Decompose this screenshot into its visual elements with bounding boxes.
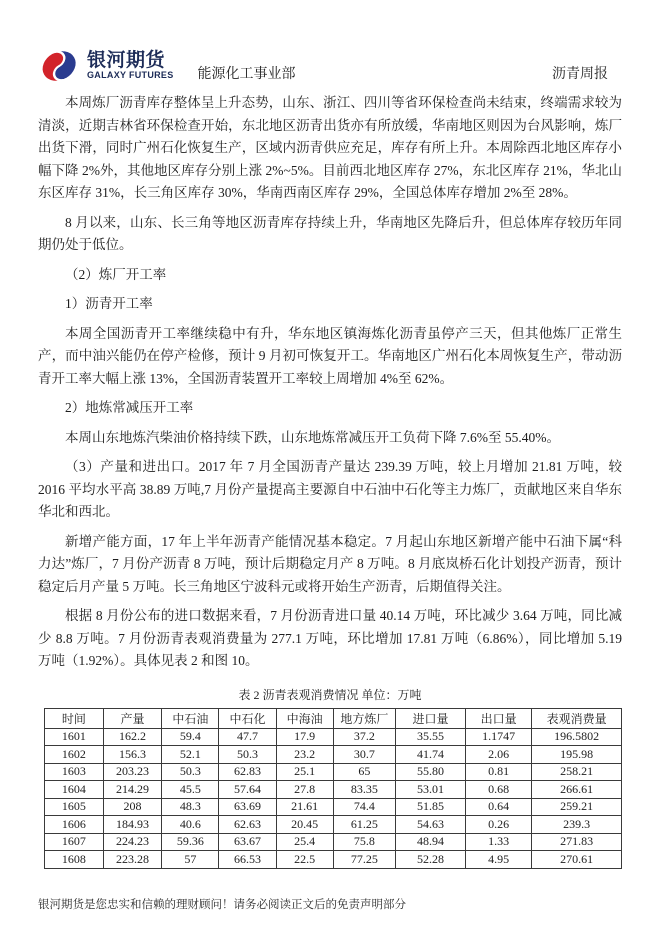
table-cell: 1605 <box>45 798 104 816</box>
table-cell: 35.55 <box>396 728 466 746</box>
table-cell: 1602 <box>45 746 104 764</box>
table-cell: 53.01 <box>396 781 466 799</box>
table-row <box>45 763 622 781</box>
table-cell: 21.61 <box>276 798 333 816</box>
table-cell: 203.23 <box>103 763 162 781</box>
table-cell: 23.2 <box>276 746 333 764</box>
table-cell: 195.98 <box>532 746 622 764</box>
table-cell: 54.63 <box>396 816 466 834</box>
table-cell: 22.5 <box>276 851 333 869</box>
column-header: 中石油 <box>162 708 219 728</box>
table-cell: 0.81 <box>465 763 531 781</box>
table-cell: 55.80 <box>396 763 466 781</box>
table-row <box>45 781 622 799</box>
table-cell: 1.1747 <box>465 728 531 746</box>
brand <box>38 46 174 86</box>
section-heading: 1）沥青开工率 <box>65 296 153 311</box>
page-header <box>38 34 622 86</box>
section-heading: 2）地炼常减压开工率 <box>65 400 194 415</box>
table-cell: 65 <box>333 763 395 781</box>
table-cell: 61.25 <box>333 816 395 834</box>
table-row <box>45 798 622 816</box>
table-cell: 266.61 <box>532 781 622 799</box>
table-cell: 27.8 <box>276 781 333 799</box>
consumption-table <box>44 708 622 869</box>
galaxy-futures-logo-icon <box>38 46 82 86</box>
table-cell: 52.1 <box>162 746 219 764</box>
table-cell: 239.3 <box>532 816 622 834</box>
table-cell: 270.61 <box>532 851 622 869</box>
division-label: 能源化工事业部 <box>197 65 296 81</box>
table-cell: 50.3 <box>162 763 219 781</box>
table-cell: 258.21 <box>532 763 622 781</box>
column-header: 出口量 <box>465 708 531 728</box>
table-cell: 48.94 <box>396 833 466 851</box>
table-cell: 0.26 <box>465 816 531 834</box>
body-paragraph: 8 月以来，山东、长三角等地区沥青库存持续上升，华南地区先降后升，但总体库存较历年同期仍处于低位。 <box>38 214 622 252</box>
consumption-table-body <box>45 728 622 868</box>
report-body <box>38 92 622 869</box>
column-header: 产量 <box>103 708 162 728</box>
table-cell: 45.5 <box>162 781 219 799</box>
table-row <box>45 728 622 746</box>
table-cell: 1.33 <box>465 833 531 851</box>
page-footer <box>38 896 622 912</box>
report-title: 沥青周报 <box>552 65 608 81</box>
table-cell: 40.6 <box>162 816 219 834</box>
table-cell: 1606 <box>45 816 104 834</box>
table-cell: 51.85 <box>396 798 466 816</box>
consumption-table-head <box>45 708 622 728</box>
column-header: 表观消费量 <box>532 708 622 728</box>
column-header: 中石化 <box>219 708 276 728</box>
table-cell: 63.69 <box>219 798 276 816</box>
table-cell: 75.8 <box>333 833 395 851</box>
table-cell: 57 <box>162 851 219 869</box>
table-row <box>45 833 622 851</box>
table-cell: 156.3 <box>103 746 162 764</box>
table-cell: 83.35 <box>333 781 395 799</box>
table-row <box>45 816 622 834</box>
table-cell: 30.7 <box>333 746 395 764</box>
table-cell: 47.7 <box>219 728 276 746</box>
table-cell: 77.25 <box>333 851 395 869</box>
table-row <box>45 851 622 869</box>
brand-text <box>87 51 174 80</box>
column-header: 中海油 <box>276 708 333 728</box>
table-cell: 52.28 <box>396 851 466 869</box>
table-cell: 59.4 <box>162 728 219 746</box>
table-cell: 1603 <box>45 763 104 781</box>
table-cell: 271.83 <box>532 833 622 851</box>
table-cell: 224.23 <box>103 833 162 851</box>
table-cell: 25.4 <box>276 833 333 851</box>
table-cell: 62.63 <box>219 816 276 834</box>
table-cell: 37.2 <box>333 728 395 746</box>
body-paragraph: 本周山东地炼汽柴油价格持续下跌，山东地炼常减压开工负荷下降 7.6%至 55.40%。 <box>65 429 560 445</box>
table-cell: 1607 <box>45 833 104 851</box>
brand-name-cn: 银河期货 <box>87 50 166 72</box>
brand-name-en: GALAXY FUTURES <box>87 70 174 81</box>
column-header: 地方炼厂 <box>333 708 395 728</box>
body-paragraph: 本周全国沥青开工率继续稳中有升，华东地区镇海炼化沥青虽停产三天，但其他炼厂正常生产，而中油兴能仍在停产检修，预计 9 月初可恢复开工。华南地区广州石化本周恢复生产，带动沥青开工率大幅上涨 13%，全国沥青装置开工率较上周增加 4%至 62%。 <box>38 325 622 386</box>
consumption-table-header-row <box>45 708 622 728</box>
table-cell: 17.9 <box>276 728 333 746</box>
table-cell: 223.28 <box>103 851 162 869</box>
section-heading: （2）炼厂开工率 <box>65 266 167 282</box>
table-cell: 196.5802 <box>532 728 622 746</box>
table-row <box>45 746 622 764</box>
table-cell: 2.06 <box>465 746 531 764</box>
table-cell: 162.2 <box>103 728 162 746</box>
table-cell: 1608 <box>45 851 104 869</box>
disclaimer-text: 银河期货是您忠实和信赖的理财顾问！请务必阅读正文后的免责声明部分 <box>38 899 406 911</box>
table-cell: 48.3 <box>162 798 219 816</box>
table-cell: 0.68 <box>465 781 531 799</box>
body-blocks <box>38 92 622 673</box>
column-header: 时间 <box>45 708 104 728</box>
table-cell: 214.29 <box>103 781 162 799</box>
table-cell: 41.74 <box>396 746 466 764</box>
table-cell: 1604 <box>45 781 104 799</box>
column-header: 进口量 <box>396 708 466 728</box>
table-cell: 74.4 <box>333 798 395 816</box>
table-cell: 4.95 <box>465 851 531 869</box>
table-cell: 50.3 <box>219 746 276 764</box>
table-cell: 184.93 <box>103 816 162 834</box>
table-cell: 259.21 <box>532 798 622 816</box>
body-paragraph: （3）产量和进出口。2017 年 7 月全国沥青产量达 239.39 万吨，较上月增加 21.81 万吨，较 2016 平均水平高 38.89 万吨,7 月份产量提高主要源自中石油中石化等主力炼厂，贡献地区来自华东华北和西北。 <box>38 459 622 519</box>
table-cell: 20.45 <box>276 816 333 834</box>
table-cell: 1601 <box>45 728 104 746</box>
body-paragraph: 本周炼厂沥青库存整体呈上升态势，山东、浙江、四川等省环保检查尚未结束，终端需求较为清淡，近期吉林省环保检查开始，东北地区沥青出货亦有所放缓，华南地区则因为台风影响，炼厂出货下滑，同时广州石化恢复生产，区域内沥青供应充足，库存有所上升。本周除西北地区库存小幅下降 2%外，其他地区库存分别上涨 2%~5%。目前西北地区库存 27%，东北区库存 21%，华北山东区库存 31%，长三角区库存 30%，华南西南区库存 29%，全国总体库存增加 2%至 28%。 <box>38 95 622 200</box>
table-cell: 57.64 <box>219 781 276 799</box>
table-cell: 59.36 <box>162 833 219 851</box>
body-paragraph: 根据 8 月份公布的进口数据来看，7 月份沥青进口量 40.14 万吨，环比减少 3.64 万吨，同比减少 8.8 万吨。7 月份沥青表观消费量为 277.1 万吨，环比增加 17.81 万吨（6.86%），同比增加 5.19 万吨（1.92%）。具体见表 2 和图 10。 <box>38 608 622 668</box>
table-cell: 66.53 <box>219 851 276 869</box>
table-cell: 62.83 <box>219 763 276 781</box>
table-cell: 25.1 <box>276 763 333 781</box>
table-cell: 63.67 <box>219 833 276 851</box>
table-cell: 208 <box>103 798 162 816</box>
table-caption: 表 2 沥青表观消费情况 单位：万吨 <box>238 687 422 702</box>
body-paragraph: 新增产能方面，17 年上半年沥青产能情况基本稳定。7 月起山东地区新增产能中石油下属“科力达”炼厂，7 月份产沥青 8 万吨，预计后期稳定月产 8 万吨。8 月底岚桥石化计划投产沥青，预计稳定后月产量 5 万吨。长三角地区宁波科元或将开始生产沥青，后期值得关注。 <box>38 533 622 594</box>
table-cell: 0.64 <box>465 798 531 816</box>
